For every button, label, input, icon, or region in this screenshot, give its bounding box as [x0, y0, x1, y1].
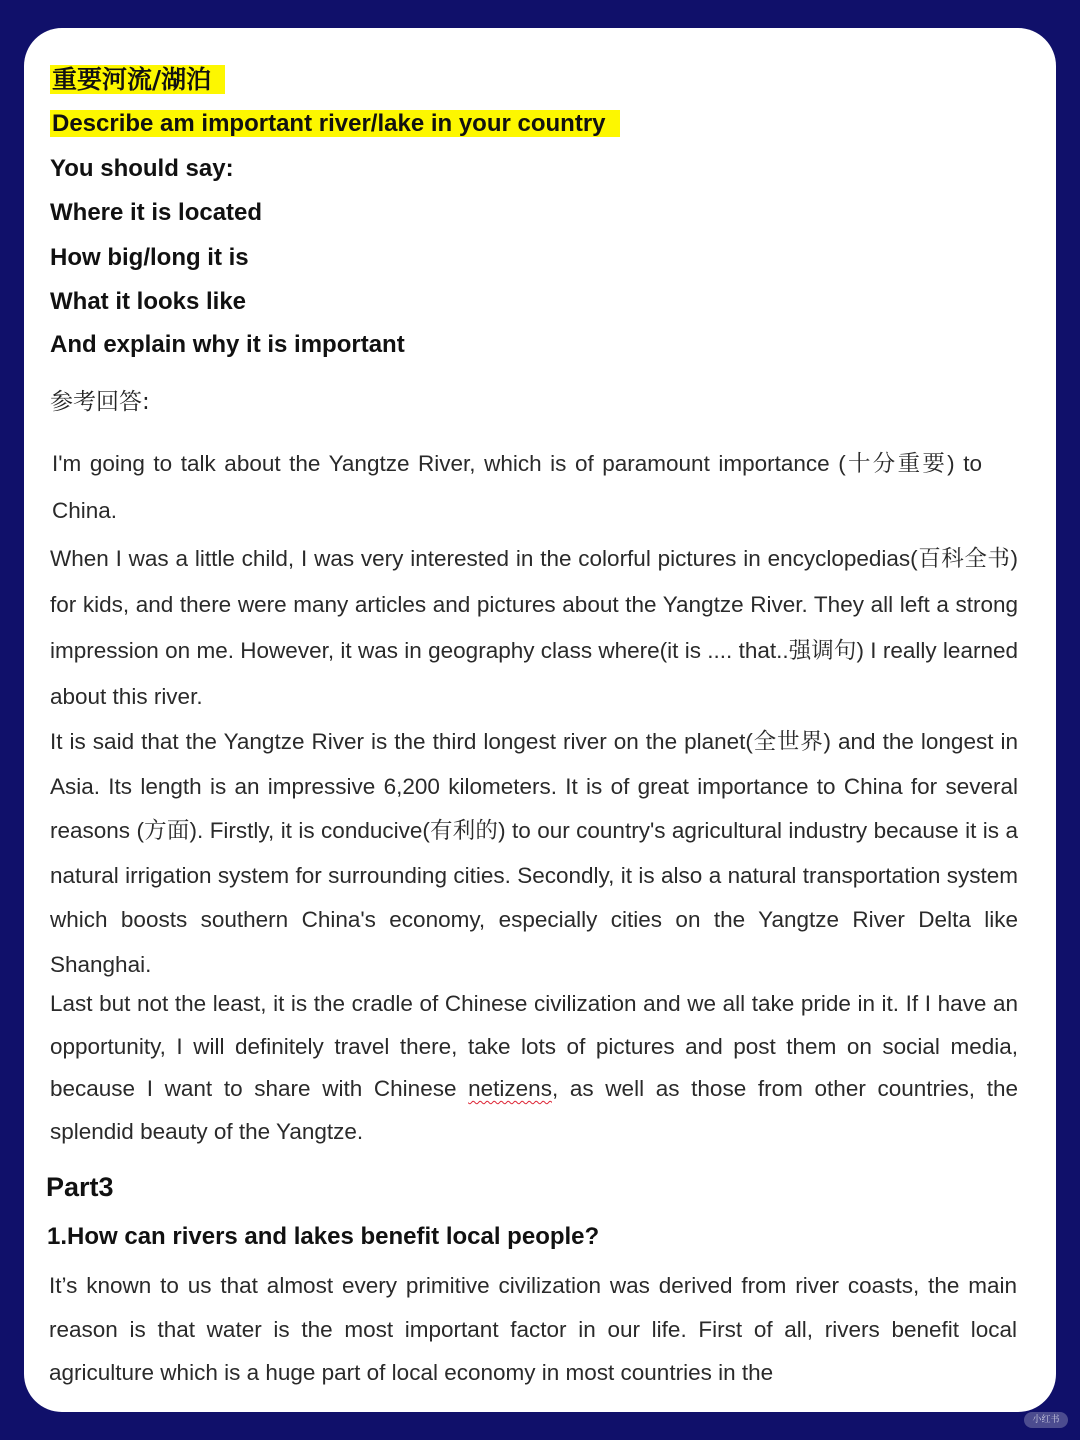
answer-paragraph-4-start: Last but not the least, it is the cradle of Chinese civilization and we all take pride in it. If I have an opportunity, I will definitely travel there, take lots of pictures and post them on social media, because I want to share with Chinese	[50, 991, 1018, 1101]
watermark-badge: 小红书	[1024, 1412, 1068, 1428]
title-cn-highlight: 重要河流/湖泊	[50, 65, 225, 94]
prompt-size: How big/long it is	[50, 244, 249, 271]
prompt-importance: And explain why it is important	[50, 331, 405, 358]
document-card	[24, 28, 1056, 1412]
part3-question-1: 1.How can rivers and lakes benefit local people?	[47, 1223, 600, 1250]
part3-heading: Part3	[46, 1172, 114, 1202]
part3-answer-1: It’s known to us that almost every primitive civilization was derived from river coasts, the main reason is that water is the most important factor in our life. First of all, rivers benefit local agriculture which is a huge part of local economy in most countries in the	[49, 1273, 1017, 1385]
title-en-highlight: Describe am important river/lake in your country	[50, 110, 620, 137]
spellcheck-word: netizens	[468, 1076, 552, 1101]
answer-paragraph-2: When I was a little child, I was very interested in the colorful pictures in encyclopedias(百科全书) for kids, and there were many articles and pictures about the Yangtze River. They all left a strong impression on me. However, it was in geography class where(it is .... that..强调句) I really learned about this river.	[50, 546, 1018, 709]
prompt-appearance: What it looks like	[50, 288, 247, 315]
answer-paragraph-1: I'm going to talk about the Yangtze River, which is of paramount importance (十分重要) to China.	[52, 451, 982, 523]
answer-paragraph-4	[50, 983, 1018, 1153]
answer-paragraph-4-end: , as well as those from other countries, the splendid beauty of the Yangtze.	[50, 1076, 1018, 1144]
prompt-location: Where it is located	[50, 199, 263, 226]
title-en	[50, 110, 620, 138]
answer-paragraph-3: It is said that the Yangtze River is the third longest river on the planet(全世界) and the longest in Asia. Its length is an impressive 6,200 kilometers. It is of great importance to China for several reasons (方面). Firstly, it is conducive(有利的) to our country's agricultural industry because it is a natural irrigation system for surrounding cities. Secondly, it is also a natural transportation system which boosts southern China's economy, especially cities on the Yangtze River Delta like Shanghai.	[50, 729, 1018, 977]
prompt-intro: You should say:	[50, 155, 234, 182]
title-cn	[50, 60, 225, 96]
reference-answer-label: 参考回答:	[50, 389, 150, 415]
